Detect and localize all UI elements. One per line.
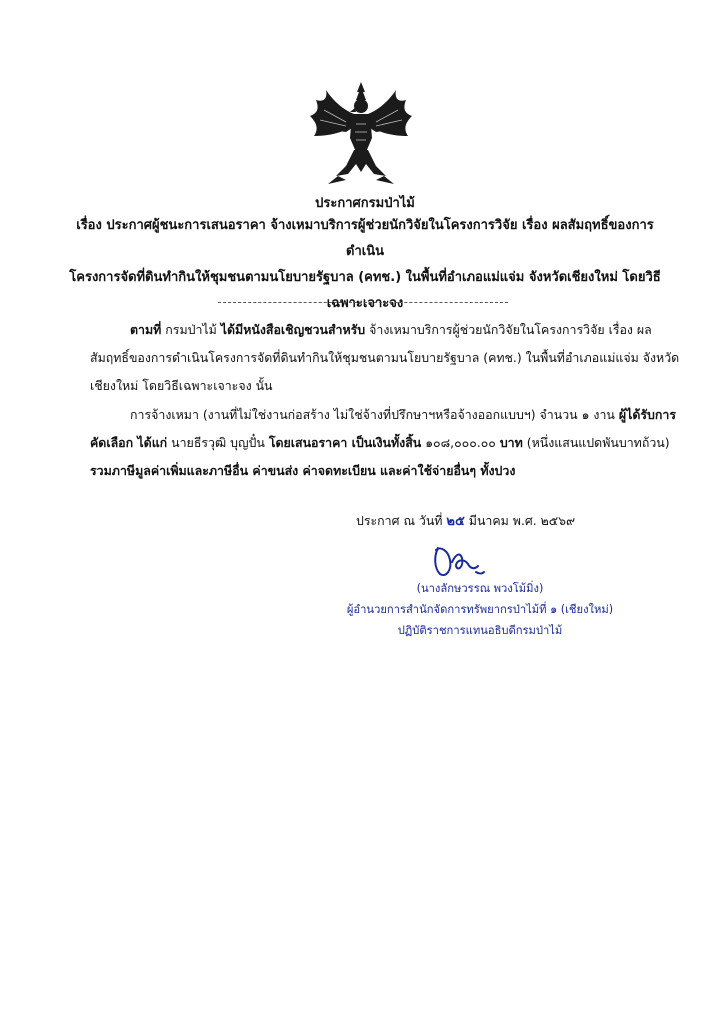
para1-line-2: สัมฤทธิ์ของการดำเนินโครงการจัดที่ดินทำกินให้ชุมชนตามนโยบายรัฐบาล (คทช.) ในพื้นที่อำเภอแม่แจ่ม จังหวัด [90,350,680,365]
date-day: ๒๕ [446,514,465,529]
subject-line-1: เรื่อง ประกาศผู้ชนะการเสนอราคา จ้างเหมาบริการผู้ช่วยนักวิจัยในโครงการวิจัย เรื่อง ผลสัมฤทธิ์ของการดำเนิน [76,218,654,259]
para2-amount: ๑๐๘,๐๐๐.๐๐ [421,435,500,450]
signatory-position: ผู้อำนวยการสำนักจัดการทรัพยากรป่าไม้ที่ ๑ (เชียงใหม่) [346,603,614,616]
para1-project-text: จ้างเหมาบริการผู้ช่วยนักวิจัยในโครงการวิจัย เรื่อง ผล [365,322,652,337]
para2-line-2 [90,429,670,457]
para2-scope-text: การจ้างเหมา (งานที่ไม่ใช่งานก่อสร้าง ไม่ใช่จ้างที่ปรึกษาฯหรือจ้างออกแบบฯ) จำนวน ๑ งาน [130,407,619,422]
announcement-date [356,510,575,531]
para2-currency: บาท [499,435,523,450]
para2-winner-name: นายธีรวุฒิ บุญปั๋น [167,435,269,450]
para1-lead-bold: ตามที่ [130,322,162,337]
paragraph-award [90,401,677,485]
signatory-name: (นางลักษวรรณ พวงโม้มิ่ง) [416,582,544,595]
garuda-emblem-icon [306,80,416,188]
signatory-acting: ปฏิบัติราชการแทนอธิบดีกรมป่าไม้ [397,624,563,637]
para1-invite-bold: ได้มีหนังสือเชิญชวนสำหรับ [220,322,366,337]
para1-line-3: เชียงใหม่ โดยวิธีเฉพาะเจาะจง นั้น [90,378,273,393]
heading-divider [218,302,508,303]
para2-line-1 [90,401,677,429]
paragraph-invitation [90,316,680,400]
para2-line-3: รวมภาษีมูลค่าเพิ่มและภาษีอื่น ค่าขนส่ง ค่าจดทะเบียน และค่าใช้จ่ายอื่นๆ ทั้งปวง [90,463,516,478]
date-suffix: มีนาคม พ.ศ. ๒๕๖๙ [464,513,576,528]
para2-price-label: โดยเสนอราคา เป็นเงินทั้งสิ้น [268,435,422,450]
para2-selected-bold: ผู้ได้รับการ [618,407,677,422]
date-prefix: ประกาศ ณ วันที่ [356,513,447,528]
para2-winner-label: คัดเลือก ได้แก่ [90,435,168,450]
para1-line-1 [90,316,660,344]
subject-line-3: เฉพาะเจาะจง [326,296,404,311]
handwritten-signature-icon [426,542,490,580]
para1-agency-text: กรมป่าไม้ [161,322,221,337]
agency-title: ประกาศกรมป่าไม้ [315,196,415,211]
subject-line-2: โครงการจัดที่ดินทำกินให้ชุมชนตามนโยบายรัฐบาล (คทช.) ในพื้นที่อำเภอแม่แจ่ม จังหวัดเชียงใหม่ โดยวิธี [69,270,661,285]
para2-amount-words: (หนึ่งแสนแปดพันบาทถ้วน) [522,435,670,450]
